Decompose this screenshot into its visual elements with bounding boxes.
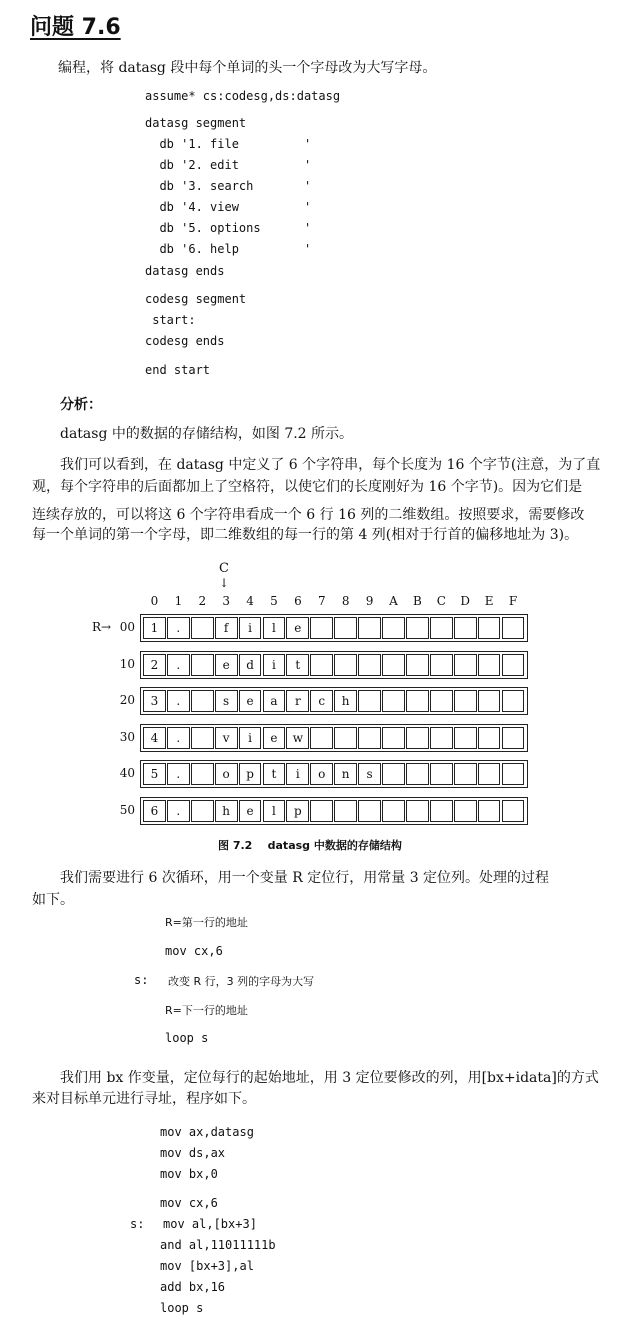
column-header: 5	[270, 594, 278, 608]
memory-cell	[430, 617, 453, 639]
pseudo-label: s:	[134, 973, 149, 987]
memory-cell	[191, 690, 214, 712]
code-line: end start	[145, 363, 211, 377]
memory-cell: .	[167, 727, 190, 749]
code-line: mov bx,0	[160, 1167, 218, 1181]
memory-cell: .	[167, 763, 190, 785]
memory-cell: .	[167, 654, 190, 676]
memory-cell	[382, 727, 405, 749]
column-header: 1	[174, 594, 183, 608]
memory-cell	[382, 800, 405, 822]
column-header: C	[436, 594, 446, 608]
memory-cell: v	[215, 727, 238, 749]
memory-cell: p	[239, 763, 262, 785]
memory-cell: e	[215, 654, 238, 676]
paragraph-line: 如下。	[32, 892, 74, 908]
memory-cell	[406, 617, 429, 639]
pseudo-line: 改变 R 行，3 列的字母为大写	[168, 975, 315, 988]
memory-cell	[430, 800, 453, 822]
code-line: codesg segment	[145, 292, 247, 306]
column-header: 0	[150, 594, 159, 608]
page-title: 问题 7.6	[30, 15, 121, 40]
paragraph-line: 每一个单词的第一个字母，即二维数组的每一行的第 4 列(相对于行首的偏移地址为 3)。	[32, 527, 579, 543]
memory-cell	[191, 800, 214, 822]
paragraph-line: 连续存放的，可以将这 6 个字符串看成一个 6 行 16 列的二维数组。按照要求，需要修改	[32, 507, 585, 523]
memory-cell: .	[167, 800, 190, 822]
memory-cell: i	[263, 654, 286, 676]
analysis-heading: 分析：	[60, 397, 102, 413]
memory-cell	[478, 690, 501, 712]
paragraph-line: 我们用 bx 作变量，定位每行的起始地址，用 3 定位要修改的列，用[bx+idata]的方式	[60, 1070, 599, 1086]
code-line: loop s	[160, 1301, 204, 1315]
memory-cell	[382, 654, 405, 676]
memory-cell: .	[167, 690, 190, 712]
figure-caption: 图 7.2 datasg 中数据的存储结构	[218, 839, 402, 852]
memory-cell: i	[239, 617, 262, 639]
memory-cell	[454, 800, 477, 822]
memory-cell	[406, 727, 429, 749]
memory-cell	[430, 763, 453, 785]
code-line: db '1. file '	[145, 137, 312, 151]
memory-cell: 2	[143, 654, 166, 676]
paragraph-line: 我们需要进行 6 次循环，用一个变量 R 定位行，用常量 3 定位列。处理的过程	[60, 870, 550, 886]
memory-cell: 3	[143, 690, 166, 712]
code-line: mov ax,datasg	[160, 1125, 254, 1139]
memory-cell: 6	[143, 800, 166, 822]
memory-cell: r	[286, 690, 309, 712]
code-line: mov al,[bx+3]	[163, 1217, 257, 1231]
analysis-line: datasg 中的数据的存储结构，如图 7.2 所示。	[60, 426, 354, 442]
memory-cell: s	[215, 690, 238, 712]
memory-cell	[406, 690, 429, 712]
memory-cell: a	[263, 690, 286, 712]
memory-cell	[454, 690, 477, 712]
code-line: db '5. options '	[145, 221, 312, 235]
memory-cell	[502, 800, 525, 822]
memory-cell	[310, 654, 333, 676]
row-address-label: 40	[119, 766, 135, 780]
memory-cell: t	[263, 763, 286, 785]
pseudo-line: mov cx,6	[165, 944, 223, 958]
memory-cell	[502, 727, 525, 749]
memory-cell	[478, 727, 501, 749]
memory-cell: e	[239, 690, 262, 712]
memory-cell	[191, 763, 214, 785]
paragraph-line: 观，每个字符串的后面都加上了空格符，以使它们的长度刚好为 16 个字节)。因为它们是	[32, 479, 583, 495]
memory-cell: h	[334, 690, 357, 712]
memory-cell: i	[286, 763, 309, 785]
memory-cell: d	[239, 654, 262, 676]
row-address-label: 30	[119, 729, 135, 744]
memory-cell: n	[334, 763, 357, 785]
memory-cell	[454, 727, 477, 749]
column-marker: C	[219, 561, 229, 576]
memory-cell	[478, 617, 501, 639]
memory-cell	[358, 727, 381, 749]
column-header: A	[389, 594, 398, 608]
memory-cell: i	[239, 727, 262, 749]
memory-cell	[406, 654, 429, 676]
memory-cell	[382, 690, 405, 712]
memory-cell	[382, 617, 405, 639]
column-header: E	[484, 594, 494, 608]
code-line: datasg ends	[145, 264, 225, 278]
row-marker: R→	[92, 620, 112, 634]
memory-cell	[310, 800, 333, 822]
column-header: F	[508, 594, 518, 608]
memory-cell: l	[263, 800, 286, 822]
pseudo-line: R=下一行的地址	[165, 1004, 248, 1017]
row-address-label: 10	[119, 656, 135, 671]
memory-cell	[454, 763, 477, 785]
memory-cell: o	[215, 763, 238, 785]
memory-cell	[334, 654, 357, 676]
column-header: 3	[222, 594, 230, 608]
code-line: assume* cs:codesg,ds:datasg	[145, 89, 341, 103]
memory-cell	[334, 727, 357, 749]
code-line: codesg ends	[145, 334, 225, 348]
memory-cell	[358, 690, 381, 712]
code-line: add bx,16	[160, 1280, 226, 1294]
memory-cell	[454, 654, 477, 676]
memory-cell	[334, 617, 357, 639]
memory-cell	[430, 727, 453, 749]
column-arrow: ↓	[219, 576, 230, 590]
memory-cell	[358, 617, 381, 639]
memory-cell	[478, 763, 501, 785]
memory-cell: w	[286, 727, 309, 749]
memory-cell	[430, 654, 453, 676]
task-statement: 编程，将 datasg 段中每个单词的头一个字母改为大写字母。	[58, 60, 437, 76]
memory-cell	[478, 800, 501, 822]
memory-cell	[454, 617, 477, 639]
memory-cell	[191, 654, 214, 676]
code-line: db '3. search '	[145, 179, 312, 193]
memory-cell	[358, 800, 381, 822]
memory-cell: l	[263, 617, 286, 639]
memory-cell	[406, 763, 429, 785]
code-line: mov cx,6	[160, 1196, 218, 1210]
code-line: datasg segment	[145, 116, 247, 130]
memory-cell: t	[286, 654, 309, 676]
column-header: 6	[294, 594, 302, 608]
row-address-label: 50	[119, 802, 135, 817]
memory-cell: e	[286, 617, 309, 639]
memory-cell: s	[358, 763, 381, 785]
pseudo-line: R=第一行的地址	[165, 916, 248, 929]
memory-cell: h	[215, 800, 238, 822]
memory-cell: 1	[143, 617, 166, 639]
row-address-label: 20	[119, 693, 135, 707]
code-line: start:	[145, 313, 196, 327]
paragraph-line: 来对目标单元进行寻址，程序如下。	[32, 1091, 256, 1107]
pseudo-line: loop s	[165, 1031, 209, 1045]
column-header: 4	[246, 594, 254, 608]
memory-cell	[191, 617, 214, 639]
code-line: db '4. view '	[145, 200, 312, 214]
memory-cell	[334, 800, 357, 822]
memory-cell	[310, 617, 333, 639]
paragraph-line: 我们可以看到，在 datasg 中定义了 6 个字符串，每个长度为 16 个字节(注意，为了直	[60, 457, 601, 473]
code-line: db '6. help '	[145, 242, 312, 256]
memory-cell: 4	[143, 727, 166, 749]
memory-cell	[478, 654, 501, 676]
code-line: db '2. edit '	[145, 158, 312, 172]
memory-cell	[406, 800, 429, 822]
column-header: 2	[198, 594, 207, 608]
memory-cell: e	[239, 800, 262, 822]
column-header: 8	[341, 594, 350, 608]
memory-cell	[502, 654, 525, 676]
memory-cell	[502, 617, 525, 639]
memory-cell	[358, 654, 381, 676]
memory-cell	[191, 727, 214, 749]
memory-cell: c	[310, 690, 333, 712]
memory-cell	[310, 727, 333, 749]
memory-cell	[502, 763, 525, 785]
column-header: 7	[317, 594, 326, 608]
memory-cell: 5	[143, 763, 166, 785]
row-address-label: 00	[119, 620, 135, 634]
column-header: 9	[365, 594, 374, 608]
memory-cell	[502, 690, 525, 712]
memory-cell: e	[263, 727, 286, 749]
memory-cell: f	[215, 617, 238, 639]
memory-cell: p	[286, 800, 309, 822]
memory-cell: .	[167, 617, 190, 639]
memory-cell: o	[310, 763, 333, 785]
column-header: D	[460, 594, 470, 608]
code-line: mov ds,ax	[160, 1146, 226, 1160]
column-header: B	[412, 594, 422, 608]
memory-cell	[382, 763, 405, 785]
code-line: and al,11011111b	[160, 1238, 276, 1252]
code-line: mov [bx+3],al	[160, 1259, 254, 1273]
memory-cell	[430, 690, 453, 712]
code-label: s:	[130, 1217, 145, 1231]
